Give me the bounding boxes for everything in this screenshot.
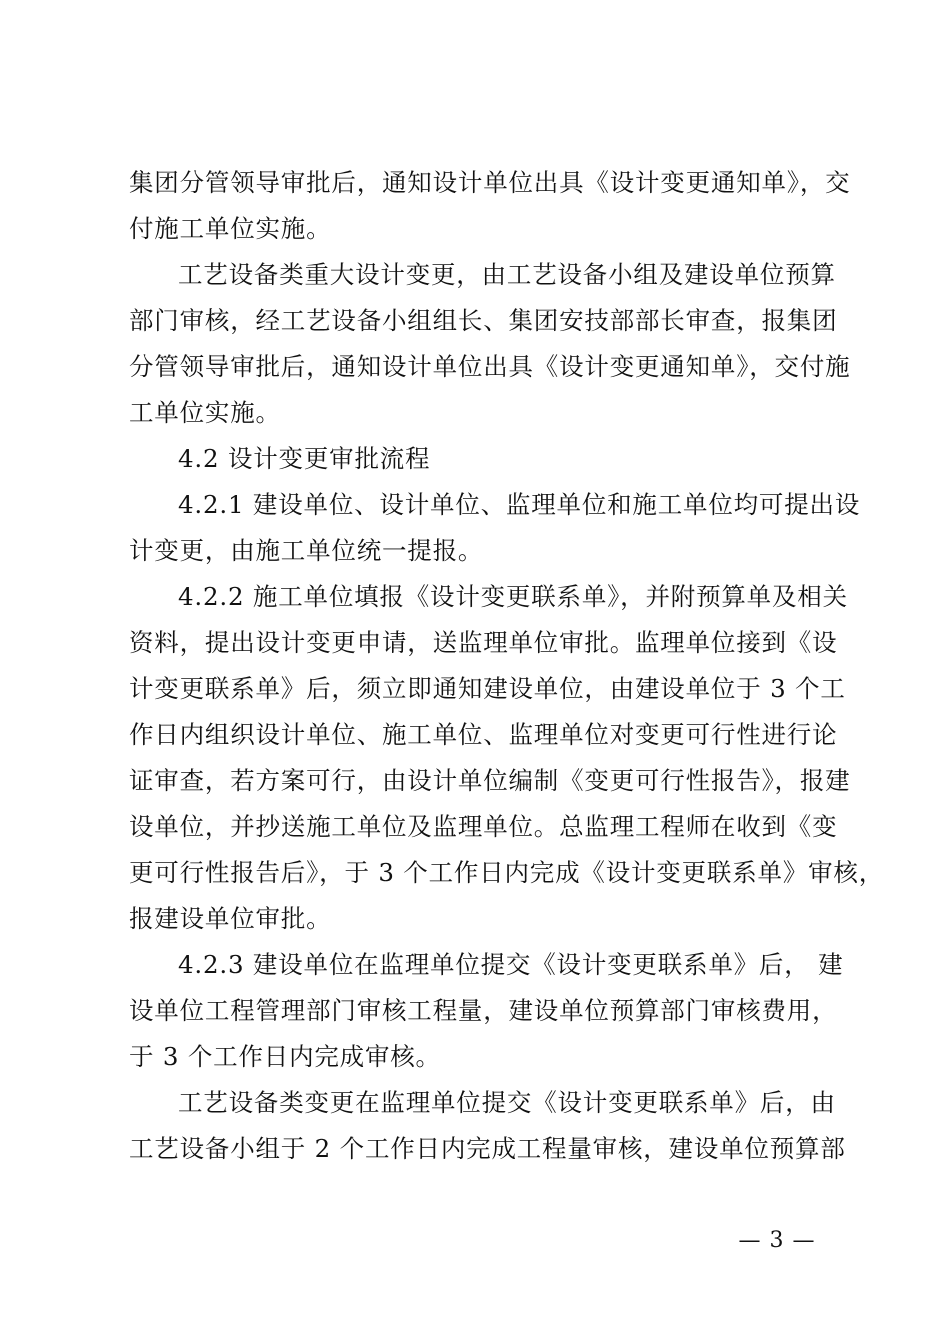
text-line: 证审查，若方案可行，由设计单位编制《变更可行性报告》，报建 <box>129 766 851 795</box>
text-line: 集团分管领导审批后，通知设计单位出具《设计变更通知单》，交 <box>129 168 851 197</box>
text-line: 工艺设备类变更在监理单位提交《设计变更联系单》后，由 <box>178 1088 836 1117</box>
text-line: 4.2.3 建设单位在监理单位提交《设计变更联系单》后， 建 <box>178 950 844 979</box>
text-line: 工艺设备小组于 2 个工作日内完成工程量审核，建设单位预算部 <box>129 1134 846 1163</box>
section-heading: 4.2 设计变更审批流程 <box>178 444 431 473</box>
text-line: 4.2.2 施工单位填报《设计变更联系单》，并附预算单及相关 <box>178 582 848 611</box>
text-line: 分管领导审批后，通知设计单位出具《设计变更通知单》，交付施 <box>129 352 851 381</box>
text-line: 付施工单位实施。 <box>129 214 332 243</box>
text-line: 4.2.1 建设单位、设计单位、监理单位和施工单位均可提出设 <box>178 490 861 519</box>
text-line: 设单位工程管理部门审核工程量，建设单位预算部门审核费用， <box>129 996 838 1025</box>
text-line: 报建设单位审批。 <box>129 904 332 933</box>
text-line: 计变更联系单》后，须立即通知建设单位，由建设单位于 3 个工 <box>129 674 846 703</box>
text-line: 更可行性报告后》，于 3 个工作日内完成《设计变更联系单》审核， <box>129 858 885 887</box>
text-line: 于 3 个工作日内完成审核。 <box>129 1042 441 1071</box>
body-text <box>129 160 885 1172</box>
text-line: 资料，提出设计变更申请，送监理单位审批。监理单位接到《设 <box>129 628 838 657</box>
text-line: 作日内组织设计单位、施工单位、监理单位对变更可行性进行论 <box>129 720 838 749</box>
text-line: 工艺设备类重大设计变更，由工艺设备小组及建设单位预算 <box>178 260 836 289</box>
page-number: — 3 — <box>738 1228 816 1253</box>
text-line: 设单位，并抄送施工单位及监理单位。总监理工程师在收到《变 <box>129 812 838 841</box>
text-line: 部门审核，经工艺设备小组组长、集团安技部部长审查，报集团 <box>129 306 838 335</box>
text-line: 工单位实施。 <box>129 398 281 427</box>
text-line: 计变更，由施工单位统一提报。 <box>129 536 484 565</box>
